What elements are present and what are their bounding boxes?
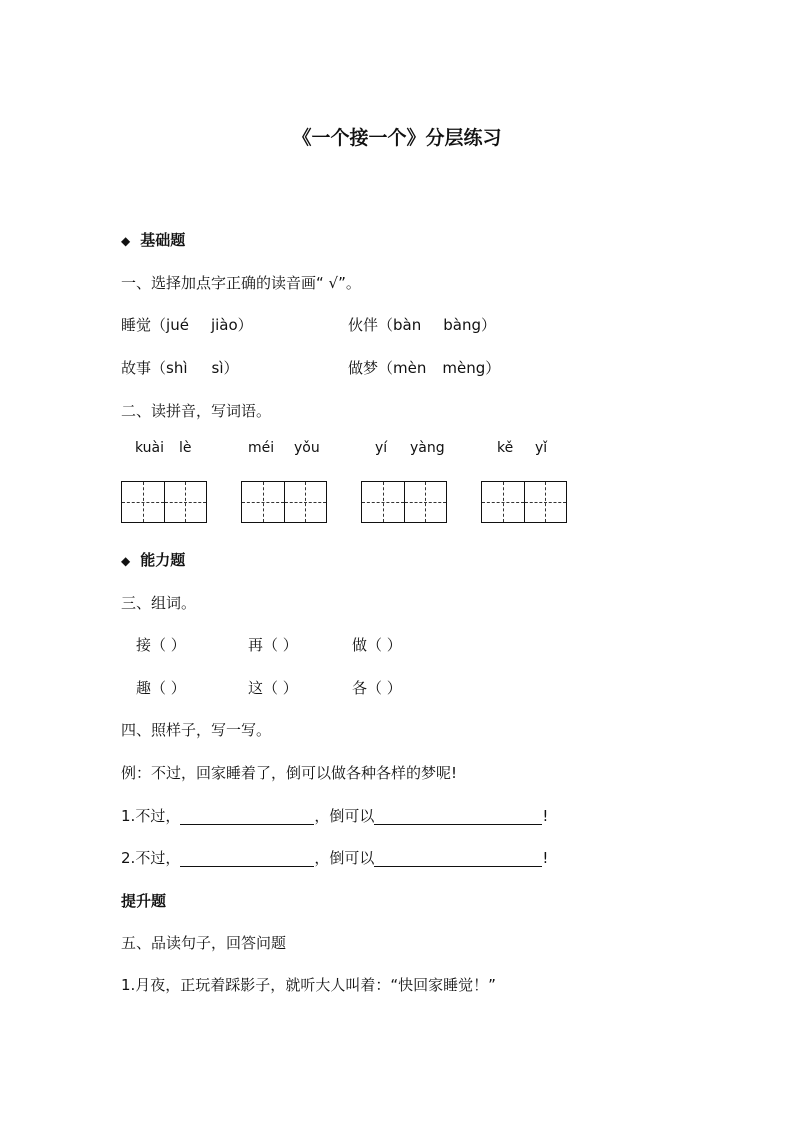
q1-item [348, 315, 496, 335]
writing-cell[interactable] [164, 482, 207, 522]
q1-word: 故事 [121, 359, 152, 377]
section-basic-heading [121, 230, 185, 251]
q3-item [136, 635, 186, 655]
line-number: 1. [121, 807, 136, 825]
open-paren: （ [378, 359, 394, 377]
q4-line [121, 848, 548, 868]
close-paren: ） [481, 316, 497, 334]
close-paren: ） [237, 316, 253, 334]
line-text: ，倒可以 [314, 807, 375, 825]
pinyin-syllable: kě [497, 440, 514, 456]
writing-grid[interactable] [121, 481, 207, 523]
q1-item [121, 315, 253, 335]
answer-brackets[interactable]: （ ） [151, 679, 186, 697]
q1-option-b: jiào [210, 316, 238, 334]
q3-char: 再 [248, 636, 264, 654]
q1-word: 睡觉 [121, 316, 152, 334]
q1-word: 做梦 [348, 359, 379, 377]
page-title: 《一个接一个》分层练习 [292, 127, 502, 149]
q4-line [121, 806, 548, 826]
q1-option-a: jué [166, 316, 189, 334]
writing-cell[interactable] [524, 482, 567, 522]
pinyin-syllable: yǒu [294, 440, 320, 456]
q5-prompt: 五、品读句子，回答问题 [121, 934, 287, 952]
answer-brackets[interactable]: （ ） [367, 679, 402, 697]
section-ability-label: 能力题 [140, 551, 186, 569]
fill-blank[interactable] [374, 806, 542, 825]
q3-item [136, 678, 186, 698]
writing-grid[interactable] [241, 481, 327, 523]
writing-cell[interactable] [362, 482, 404, 522]
open-paren: （ [151, 359, 167, 377]
pinyin-syllable: kuài [135, 440, 165, 456]
q3-prompt: 三、组词。 [121, 594, 197, 612]
writing-cell[interactable] [122, 482, 164, 522]
q1-option-a: shì [166, 359, 188, 377]
writing-cell[interactable] [404, 482, 447, 522]
q1-item [348, 358, 500, 378]
q4-example: 例：不过，回家睡着了，倒可以做各种各样的梦呢! [121, 764, 458, 782]
fill-blank[interactable] [180, 806, 314, 825]
pinyin-syllable: méi [248, 440, 275, 456]
close-paren: ） [223, 359, 239, 377]
q1-option-b: mèng [442, 359, 486, 377]
answer-brackets[interactable]: （ ） [263, 636, 298, 654]
line-text: ，倒可以 [314, 849, 375, 867]
q3-item [248, 678, 298, 698]
q3-char: 做 [352, 636, 368, 654]
line-end: ! [542, 807, 549, 825]
line-end: ! [542, 849, 549, 867]
q5-sentence: 1.月夜，正玩着踩影子，就听大人叫着：“快回家睡觉！” [121, 976, 496, 994]
answer-brackets[interactable]: （ ） [367, 636, 402, 654]
q1-prompt: 一、选择加点字正确的读音画“ √”。 [121, 274, 361, 292]
open-paren: （ [151, 316, 167, 334]
pinyin-syllable: lè [179, 440, 192, 456]
q1-option-a: mèn [393, 359, 427, 377]
answer-brackets[interactable]: （ ） [151, 636, 186, 654]
line-text: 不过， [135, 807, 181, 825]
close-paren: ） [485, 359, 501, 377]
pinyin-syllable: yǐ [535, 440, 548, 456]
q1-option-b: sì [211, 359, 224, 377]
writing-cell[interactable] [482, 482, 524, 522]
q1-item [121, 358, 239, 378]
fill-blank[interactable] [180, 848, 314, 867]
line-number: 2. [121, 849, 136, 867]
writing-cell[interactable] [284, 482, 327, 522]
q3-char: 各 [352, 679, 368, 697]
pinyin-syllable: yí [375, 440, 388, 456]
q4-prompt: 四、照样子，写一写。 [121, 721, 272, 739]
diamond-bullet-icon: ◆ [121, 234, 131, 248]
q3-char: 趣 [136, 679, 152, 697]
section-ability-heading [121, 550, 185, 571]
q2-prompt: 二、读拼音，写词语。 [121, 402, 272, 420]
q1-option-a: bàn [393, 316, 422, 334]
q1-option-b: bàng [443, 316, 482, 334]
section-basic-label: 基础题 [140, 231, 186, 249]
answer-brackets[interactable]: （ ） [263, 679, 298, 697]
writing-grid[interactable] [361, 481, 447, 523]
line-text: 不过， [135, 849, 181, 867]
q3-char: 接 [136, 636, 152, 654]
writing-grid[interactable] [481, 481, 567, 523]
q3-item [352, 635, 402, 655]
writing-cell[interactable] [242, 482, 284, 522]
open-paren: （ [378, 316, 394, 334]
q3-item [352, 678, 402, 698]
fill-blank[interactable] [374, 848, 542, 867]
q1-word: 伙伴 [348, 316, 379, 334]
pinyin-syllable: yàng [410, 440, 445, 456]
q3-item [248, 635, 298, 655]
q3-char: 这 [248, 679, 264, 697]
section-advanced-label: 提升题 [121, 892, 167, 910]
diamond-bullet-icon: ◆ [121, 554, 131, 568]
